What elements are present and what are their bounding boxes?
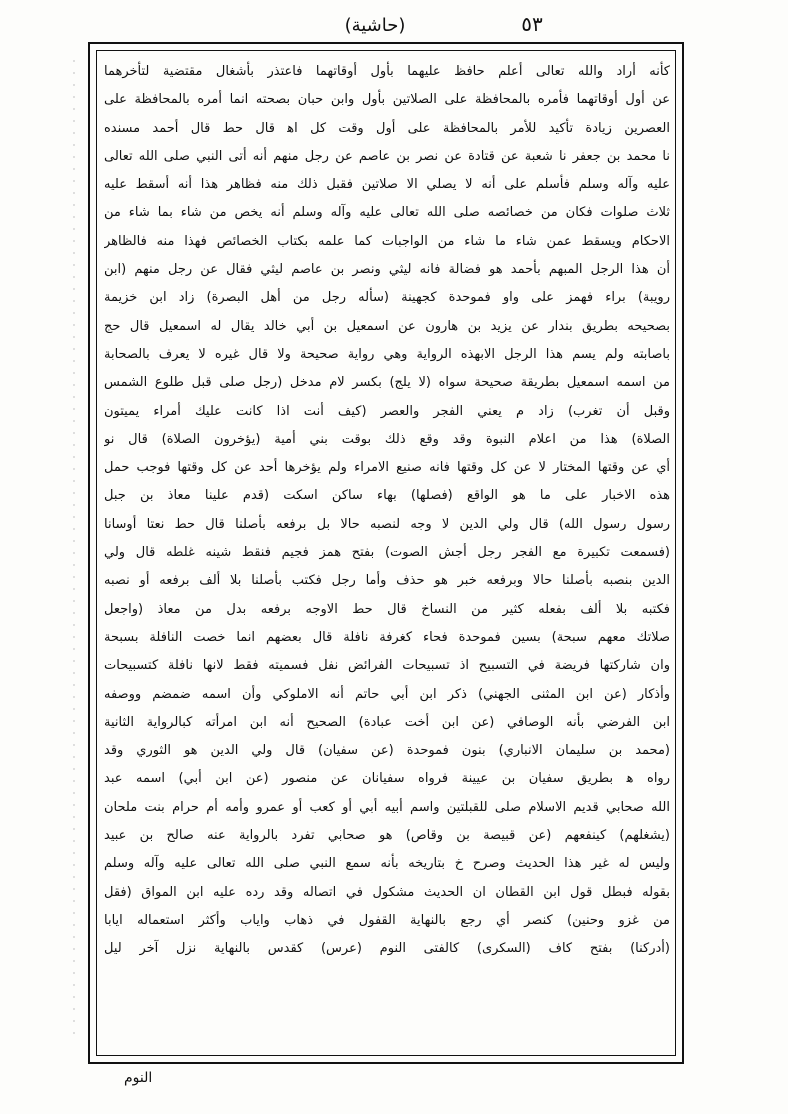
text-line: ثلاث صلوات فكان من خصائصه صلى الله تعالى عليه وآله وسلم أنه يخص من شاء بما شاء من — [104, 205, 670, 221]
text-line: من غزو وحنين) كنصر أي رجع بالنهاية القفول في ذهاب واياب وأكثر استعماله ايابا — [104, 912, 670, 928]
text-line: رسول رسول الله) قال ولي الدين لا وجه لنصبه حالا بل برفعه بأصلنا قال حط نعتا أوسانا — [104, 516, 670, 532]
text-line: الصلاة) هذا من اعلام النبوة وقد وقع ذلك بوقت بني أمية (يؤخرون الصلاة) قال نو — [104, 431, 670, 447]
text-line: أن هذا الرجل المبهم بأحمد هو فضالة فانه ليثي ونصر بن عاصم ليثي فقال عن رجل منهم (ابن — [104, 262, 670, 278]
text-line: العصرين زيادة تأكيد للأمر بالمحافظة على أول وقت كل اﻫ قال حط قال أحمد مسنده — [104, 120, 670, 136]
text-line: نا محمد بن جعفر نا شعبة عن قتادة عن نصر بن عاصم عن رجل منهم أنه أتى النبي صلى الله تعالى — [104, 148, 670, 164]
text-line: وليس له غير هذا الحديث وصرح خ بتاريخه بأنه سمع النبي صلى الله تعالى عليه وآله وسلم — [104, 856, 670, 872]
text-line: هذه الاخبار على ما هو الواقع (فصلها) بهاء ساكن اسكت (قدم علينا معاذ بن جبل — [104, 488, 670, 504]
text-line: رواه ﻫ بطريق سفيان بن عيينة فرواه سفيانان عن منصور (عن ابن أبي) اسمه عبد — [104, 771, 670, 787]
text-line: عليه وآله وسلم فأسلم على أنه لا يصلي الا صلاتين فقبل ذلك منه فظاهر هذا أنه أسقط عليه — [104, 177, 670, 193]
text-line: صلاتك معهم سبحة) بسين فموحدة فحاء كغرفة نافلة قال بعضهم انما خصت النافلة بسبحة — [104, 629, 670, 645]
margin-rule — [68, 60, 80, 1040]
text-line: من اسمه اسمعيل بطريقة صحيحة سواه (لا يلج) بكسر لام مدخل (رجل صلى قبل طلوع الشمس — [104, 375, 670, 391]
text-line: بصحيحه بطريق بندار عن يزيد بن هارون عن اسمعيل بن أبي خالد يقال له اسمعيل قال حج — [104, 318, 670, 334]
text-line: الله صحابي قديم الاسلام صلى للقبلتين واسم أبيه أبي أو كعب أو عمرو وأمه أم حرام بنت ملحان — [104, 799, 670, 815]
text-line: (يشغلهم) كينفعهم (عن قبيصة بن وقاص) هو صحابي تفرد بالرواية عنه صالح بن عبيد — [104, 828, 670, 844]
text-line: رويبة) براء فهمز على واو فموحدة كجهينة (سأله رجل من أهل البصرة) زاد ابن خزيمة — [104, 290, 670, 306]
text-line: الدين بنصبه بأصلنا حالا وبرفعه خبر هو حذف وأما رجل فكتب بأصلنا بلا ألف برفعه أو نصبه — [104, 573, 670, 589]
text-line: وان شاركتها فريضة في التسبيح اذ تسبيحات الفرائض نفل فسميته فقط لانها نافلة كتسبيحات — [104, 658, 670, 674]
page-number: ٥٣ — [521, 12, 543, 36]
text-line: باصابته ولم يسم هذا الرجل الابهذه الرواية وهي رواية صحيحة ولا قال غيره لا يعرف بالصحابة — [104, 346, 670, 362]
text-line: كأنه أراد والله تعالى أعلم حافظ عليهما بأول أوقاتهما فاعتذر بأشغال مقتضية لتأخرهما — [104, 64, 670, 79]
main-text-block — [104, 58, 670, 1050]
text-line: (أدركنا) بفتح كاف (السكرى) كالفتى النوم (عرس) كقدس بالنهاية نزل آخر ليل — [104, 941, 670, 957]
page-header-title: (حاشية) — [344, 15, 406, 36]
text-line: (محمد بن سليمان الانباري) بنون فموحدة (عن سفيان) قال ولي الدين هو الثوري وقد — [104, 743, 670, 759]
text-line: بقوله فبطل قول ابن القطان ان الحديث مشكول في اتصاله وقد رده عليه ابن المواق (فقل — [104, 884, 670, 900]
text-line: وأذكار (عن ابن المثنى الجهني) ذكر ابن أبي حاتم أنه الاملوكي وأن اسمه ضمضم ووصفه — [104, 686, 670, 702]
text-line: الاحكام ويسقط عمن شاء ما شاء من الواجبات كما علمه بكتاب الخصائص فهذا منه فالظاهر — [104, 233, 670, 249]
text-line: عن أول أوقاتهما فأمره بالمحافظة على الصلاتين بأول وابن حبان بصحته انما أمره بالمحافظة على — [104, 92, 670, 108]
text-line: ابن الفرضي بأنه الوصافي (عن ابن أخت عبادة) الصحيح أنه ابن امرأته كبالرواية الثانية — [104, 714, 670, 730]
text-line: وقبل أن تغرب) زاد م يعني الفجر والعصر (كيف أنت اذا كانت عليك أمراء يميتون — [104, 403, 670, 419]
text-line: أي عن وقتها المختار لا عن كل وقتها فانه صنيع الامراء ولم يؤخرها أحد عن كل وقتها فوجب حمل — [104, 460, 670, 476]
text-line: فكتبه بلا ألف بفعله كثير من النساخ قال حط الاوجه برفعه بدل من معاذ (واجعل — [104, 601, 670, 617]
text-line: (فسمعت تكبيرة مع الفجر رجل أجش الصوت) بفتح همز فجيم فنقط شينه غلطه قال ولي — [104, 545, 670, 561]
catchword: النوم — [124, 1070, 153, 1086]
